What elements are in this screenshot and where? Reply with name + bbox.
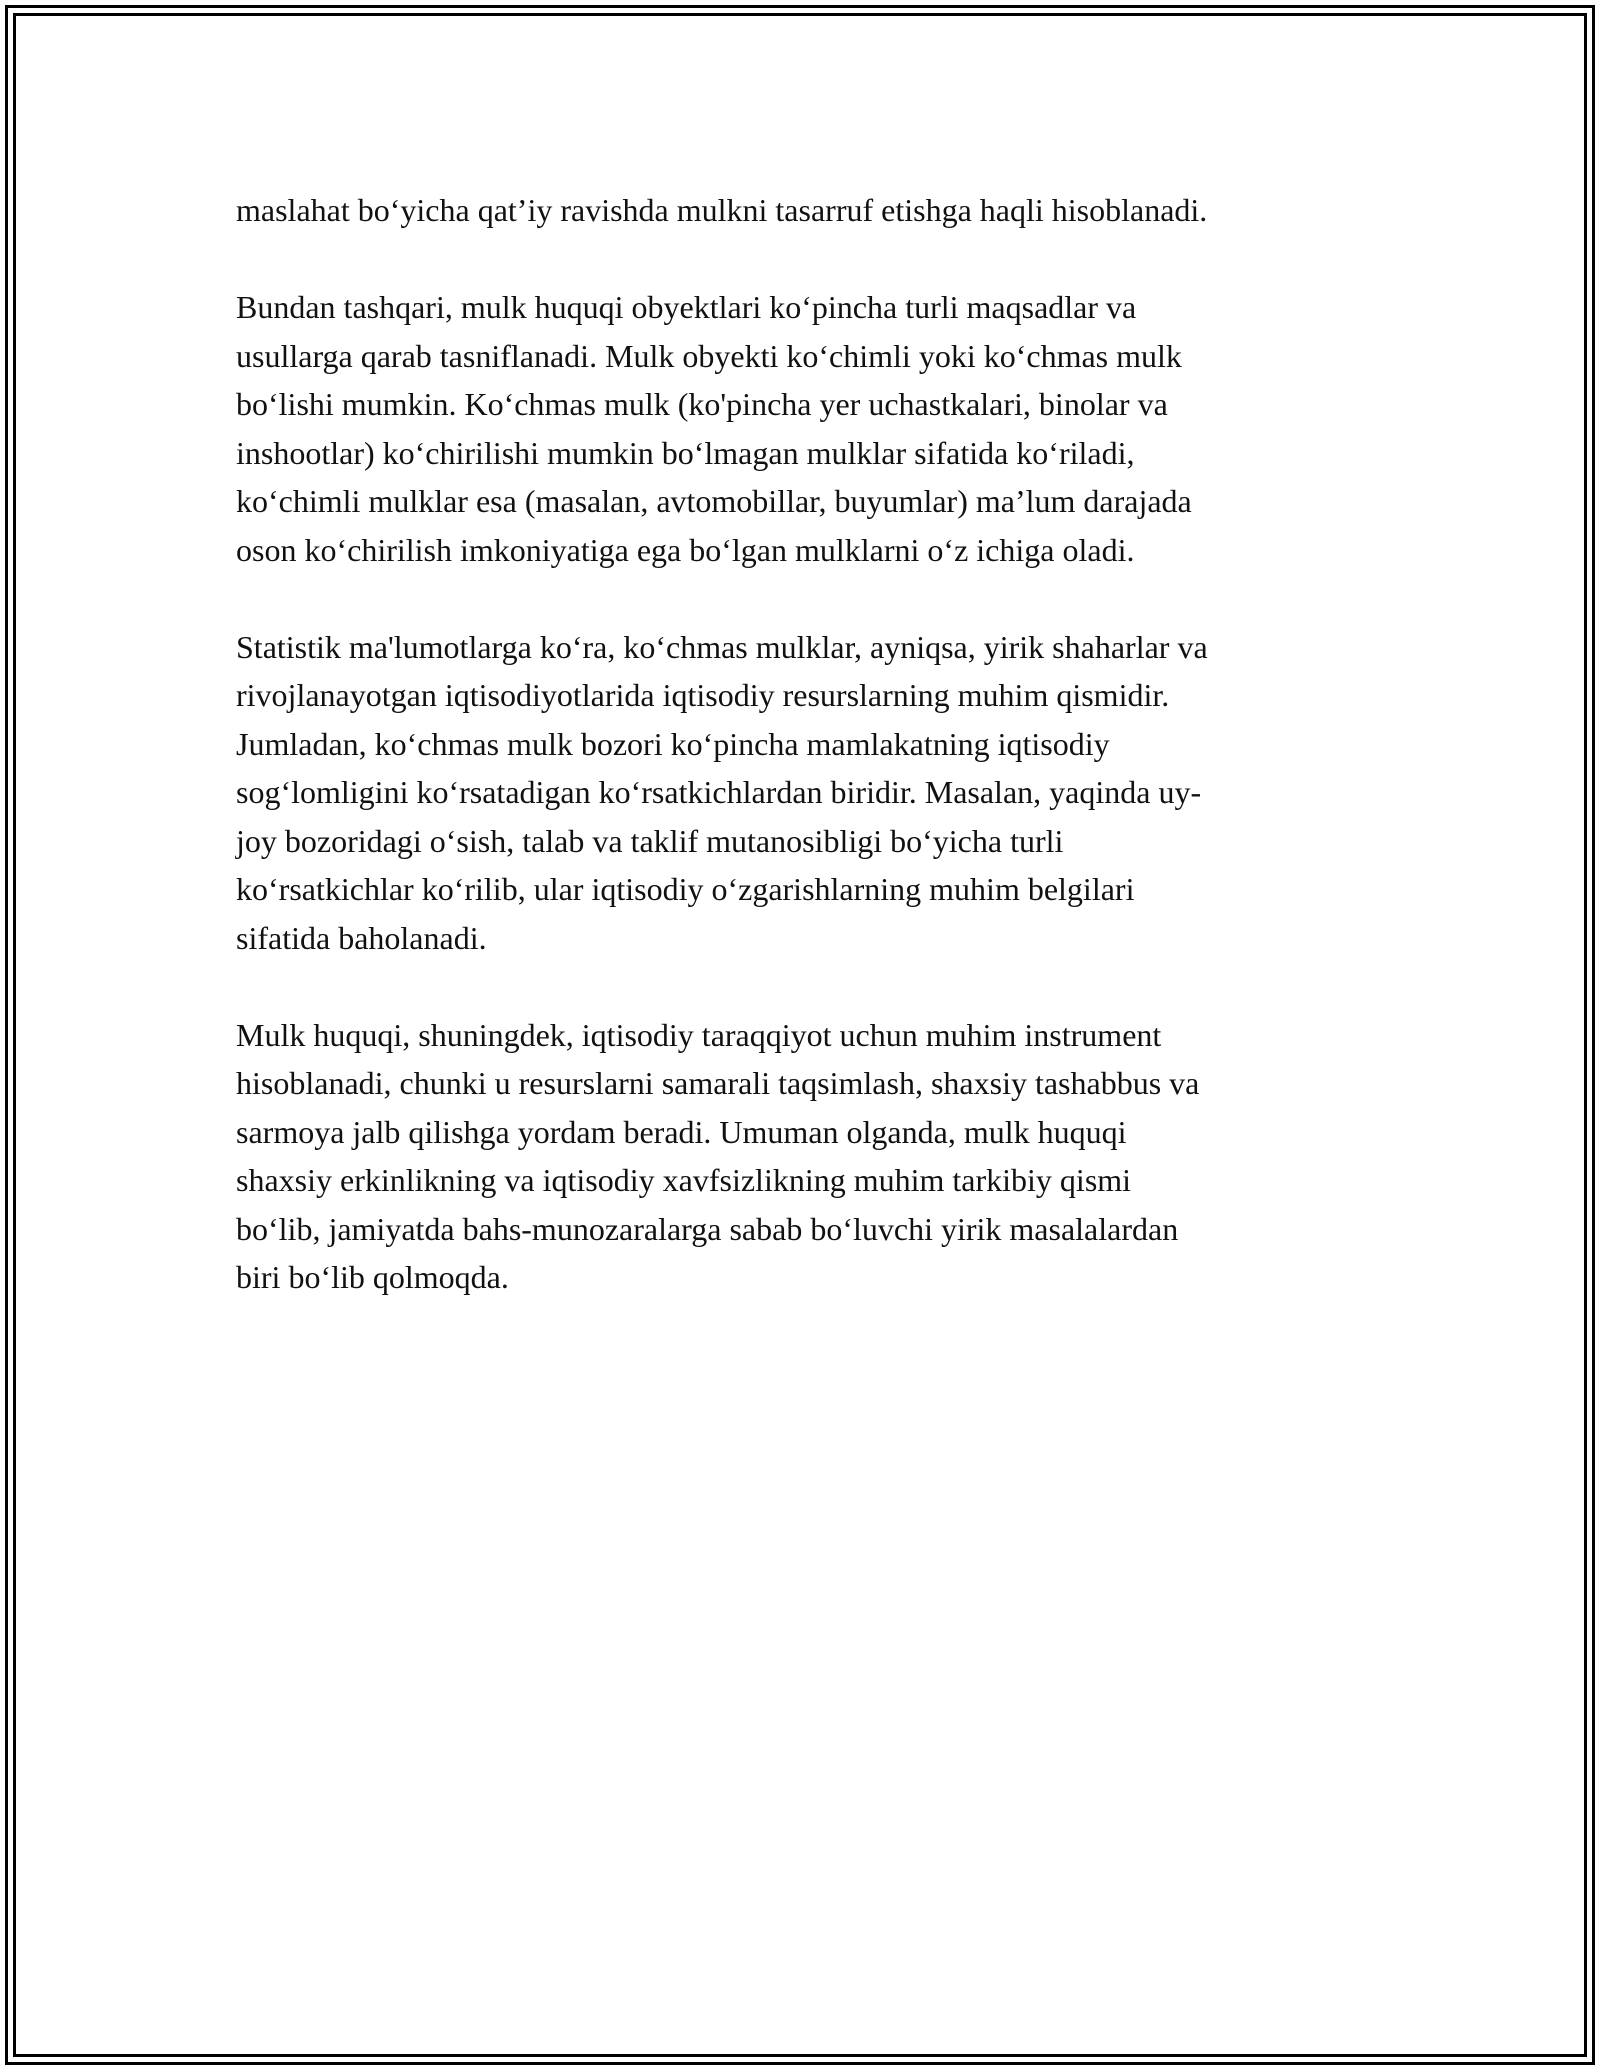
paragraph-2: [236, 283, 1356, 574]
paragraph-1: [236, 186, 1356, 235]
document-body: [236, 186, 1356, 1350]
text-line: hisoblanadi, chunki u resurslarni samarali taqsimlash, shaxsiy tashabbus va: [236, 1065, 1200, 1101]
text-line: oson ko‘chirilish imkoniyatiga ega bo‘lgan mulklarni o‘z ichiga oladi.: [236, 531, 1135, 568]
text-line: sifatida baholanadi.: [236, 919, 487, 956]
paragraph-3: [236, 623, 1356, 963]
text-line: usullarga qarab tasniflanadi. Mulk obyekti ko‘chimli yoki ko‘chmas mulk: [236, 337, 1182, 374]
text-line: ko‘chimli mulklar esa (masalan, avtomobillar, buyumlar) ma’lum darajada: [236, 483, 1192, 519]
text-line: ko‘rsatkichlar ko‘rilib, ular iqtisodiy o‘zgarishlarning muhim belgilari: [236, 871, 1135, 907]
text-line: Jumladan, ko‘chmas mulk bozori ko‘pincha mamlakatning iqtisodiy: [236, 725, 1110, 762]
paragraph-4: [236, 1011, 1356, 1302]
text-line: sarmoya jalb qilishga yordam beradi. Umuman olganda, mulk huquqi: [236, 1113, 1127, 1150]
text-line: shaxsiy erkinlikning va iqtisodiy xavfsizlikning muhim tarkibiy qismi: [236, 1162, 1132, 1198]
text-line: bo‘lib, jamiyatda bahs-munozaralarga sabab bo‘luvchi yirik masalalardan: [236, 1210, 1179, 1247]
text-line: joy bozoridagi o‘sish, talab va taklif mutanosibligi bo‘yicha turli: [236, 822, 1064, 859]
text-line: Mulk huquqi, shuningdek, iqtisodiy taraqqiyot uchun muhim instrument: [236, 1016, 1162, 1053]
text-line: Bundan tashqari, mulk huquqi obyektlari ko‘pincha turli maqsadlar va: [236, 289, 1137, 325]
text-line: biri bo‘lib qolmoqda.: [236, 1259, 509, 1295]
text-line: bo‘lishi mumkin. Ko‘chmas mulk (ko'pincha yer uchastkalari, binolar va: [236, 386, 1168, 422]
text-line: inshootlar) ko‘chirilishi mumkin bo‘lmagan mulklar sifatida ko‘riladi,: [236, 434, 1135, 471]
text-line: rivojlanayotgan iqtisodiyotlarida iqtisodiy resurslarning muhim qismidir.: [236, 677, 1170, 713]
text-line: maslahat bo‘yicha qat’iy ravishda mulkni tasarruf etishga haqli hisoblanadi.: [236, 192, 1208, 228]
text-line: sog‘lomligini ko‘rsatadigan ko‘rsatkichlardan biridir. Masalan, yaqinda uy-: [236, 774, 1202, 810]
text-line: Statistik ma'lumotlarga ko‘ra, ko‘chmas mulklar, ayniqsa, yirik shaharlar va: [236, 628, 1208, 665]
